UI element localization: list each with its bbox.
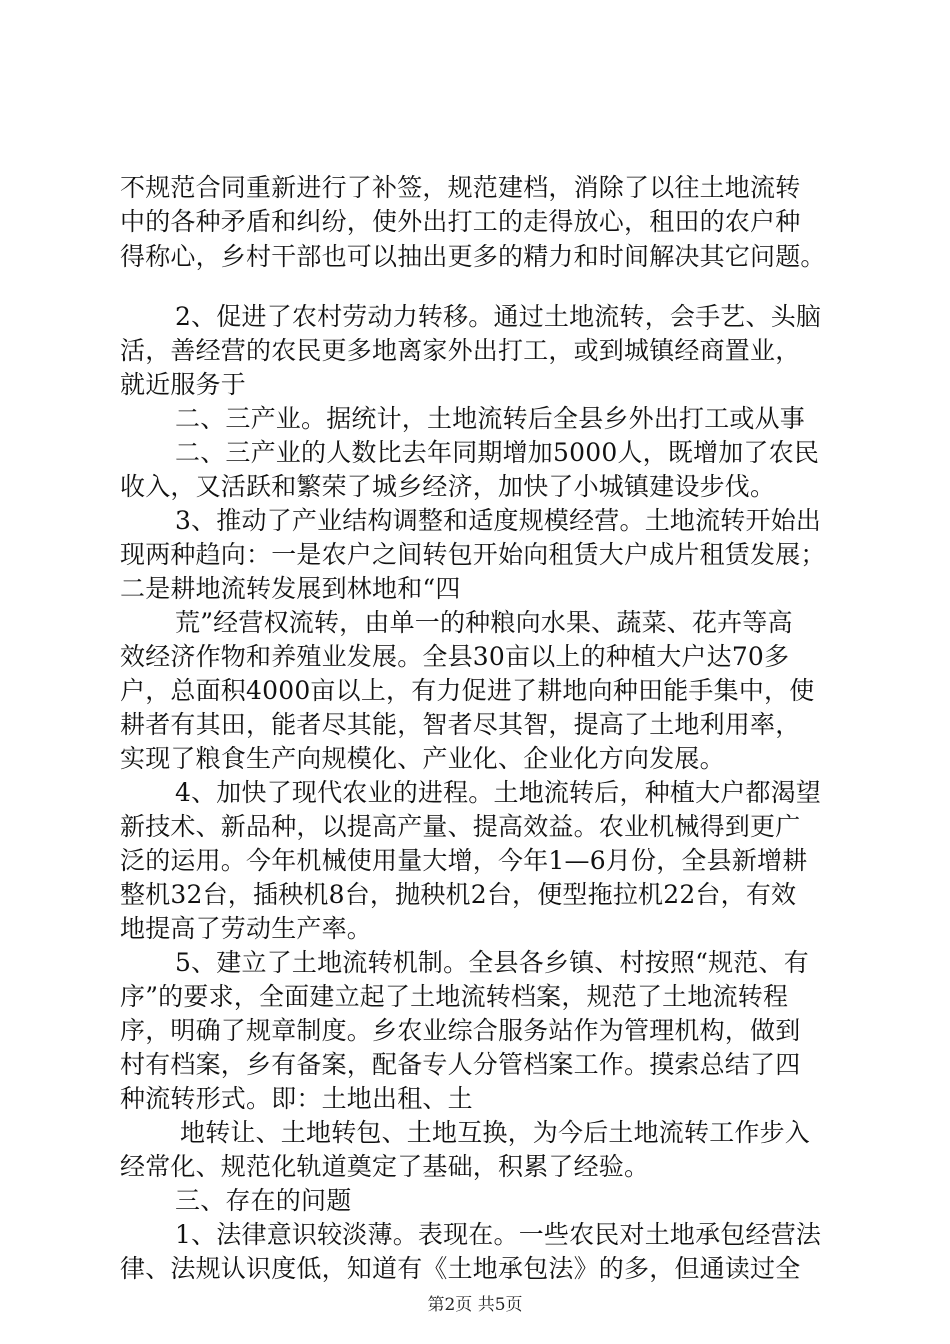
text-line: 收入，又活跃和繁荣了城乡经济，加快了小城镇建设步伐。 (120, 472, 776, 501)
text-line: 效经济作物和养殖业发展。全县30亩以上的种植大户达70多 (120, 642, 790, 671)
text-line: 户，总面积4000亩以上，有力促进了耕地向种田能手集中，使 (120, 676, 815, 705)
text-line: 二、三产业的人数比去年同期增加5000人，既增加了农民 (175, 438, 820, 467)
text-line: 地转让、土地转包、土地互换，为今后土地流转工作步入 (180, 1118, 811, 1147)
text-line: 得称心，乡村干部也可以抽出更多的精力和时间解决其它问题。 (120, 242, 826, 271)
text-line: 律、法规认识度低，知道有《土地承包法》的多，但通读过全 (120, 1254, 801, 1283)
text-line: 种流转形式。即：土地出租、土 (120, 1084, 473, 1113)
text-line: 不规范合同重新进行了补签，规范建档，消除了以往土地流转 (120, 173, 801, 202)
text-line: 二是耕地流转发展到林地和“四 (120, 574, 461, 603)
text-line: 4、加快了现代农业的进程。土地流转后，种植大户都渴望 (175, 778, 822, 807)
text-line: 荒”经营权流转，由单一的种粮向水果、蔬菜、花卉等高 (175, 608, 793, 637)
text-line: 中的各种矛盾和纠纷，使外出打工的走得放心，租田的农户种 (120, 207, 801, 236)
text-line: 经常化、规范化轨道奠定了基础，积累了经验。 (120, 1152, 650, 1181)
text-line: 整机32台，插秧机8台，抛秧机2台，便型拖拉机22台，有效 (120, 880, 797, 909)
text-line: 耕者有其田，能者尽其能，智者尽其智，提高了土地利用率， (120, 710, 801, 739)
text-line: 5、建立了土地流转机制。全县各乡镇、村按照“规范、有 (175, 948, 809, 977)
text-line: 序”的要求，全面建立起了土地流转档案，规范了土地流转程 (120, 982, 789, 1011)
text-line: 2、促进了农村劳动力转移。通过土地流转，会手艺、头脑 (175, 302, 822, 331)
text-line: 村有档案，乡有备案，配备专人分管档案工作。摸索总结了四 (120, 1050, 801, 1079)
text-line: 就近服务于 (120, 370, 247, 399)
text-line: 1、法律意识较淡薄。表现在。一些农民对土地承包经营法 (175, 1220, 822, 1249)
text-line: 3、推动了产业结构调整和适度规模经营。土地流转开始出 (175, 506, 822, 535)
text-line: 二、三产业。据统计，土地流转后全县乡外出打工或从事 (175, 404, 806, 433)
text-line: 新技术、新品种，以提高产量、提高效益。农业机械得到更广 (120, 812, 801, 841)
text-line: 序，明确了规章制度。乡农业综合服务站作为管理机构，做到 (120, 1016, 801, 1045)
text-line: 地提高了劳动生产率。 (120, 914, 373, 943)
text-line: 活，善经营的农民更多地离家外出打工，或到城镇经商置业， (120, 336, 801, 365)
text-line: 现两种趋向：一是农户之间转包开始向租赁大户成片租赁发展； (120, 540, 826, 569)
text-line: 实现了粮食生产向规模化、产业化、企业化方向发展。 (120, 744, 725, 773)
text-line: 泛的运用。今年机械使用量大增，今年1—6月份，全县新增耕 (120, 846, 808, 875)
page-number-footer: 第2页 共5页 (427, 1295, 523, 1315)
section-heading: 三、存在的问题 (175, 1186, 352, 1215)
